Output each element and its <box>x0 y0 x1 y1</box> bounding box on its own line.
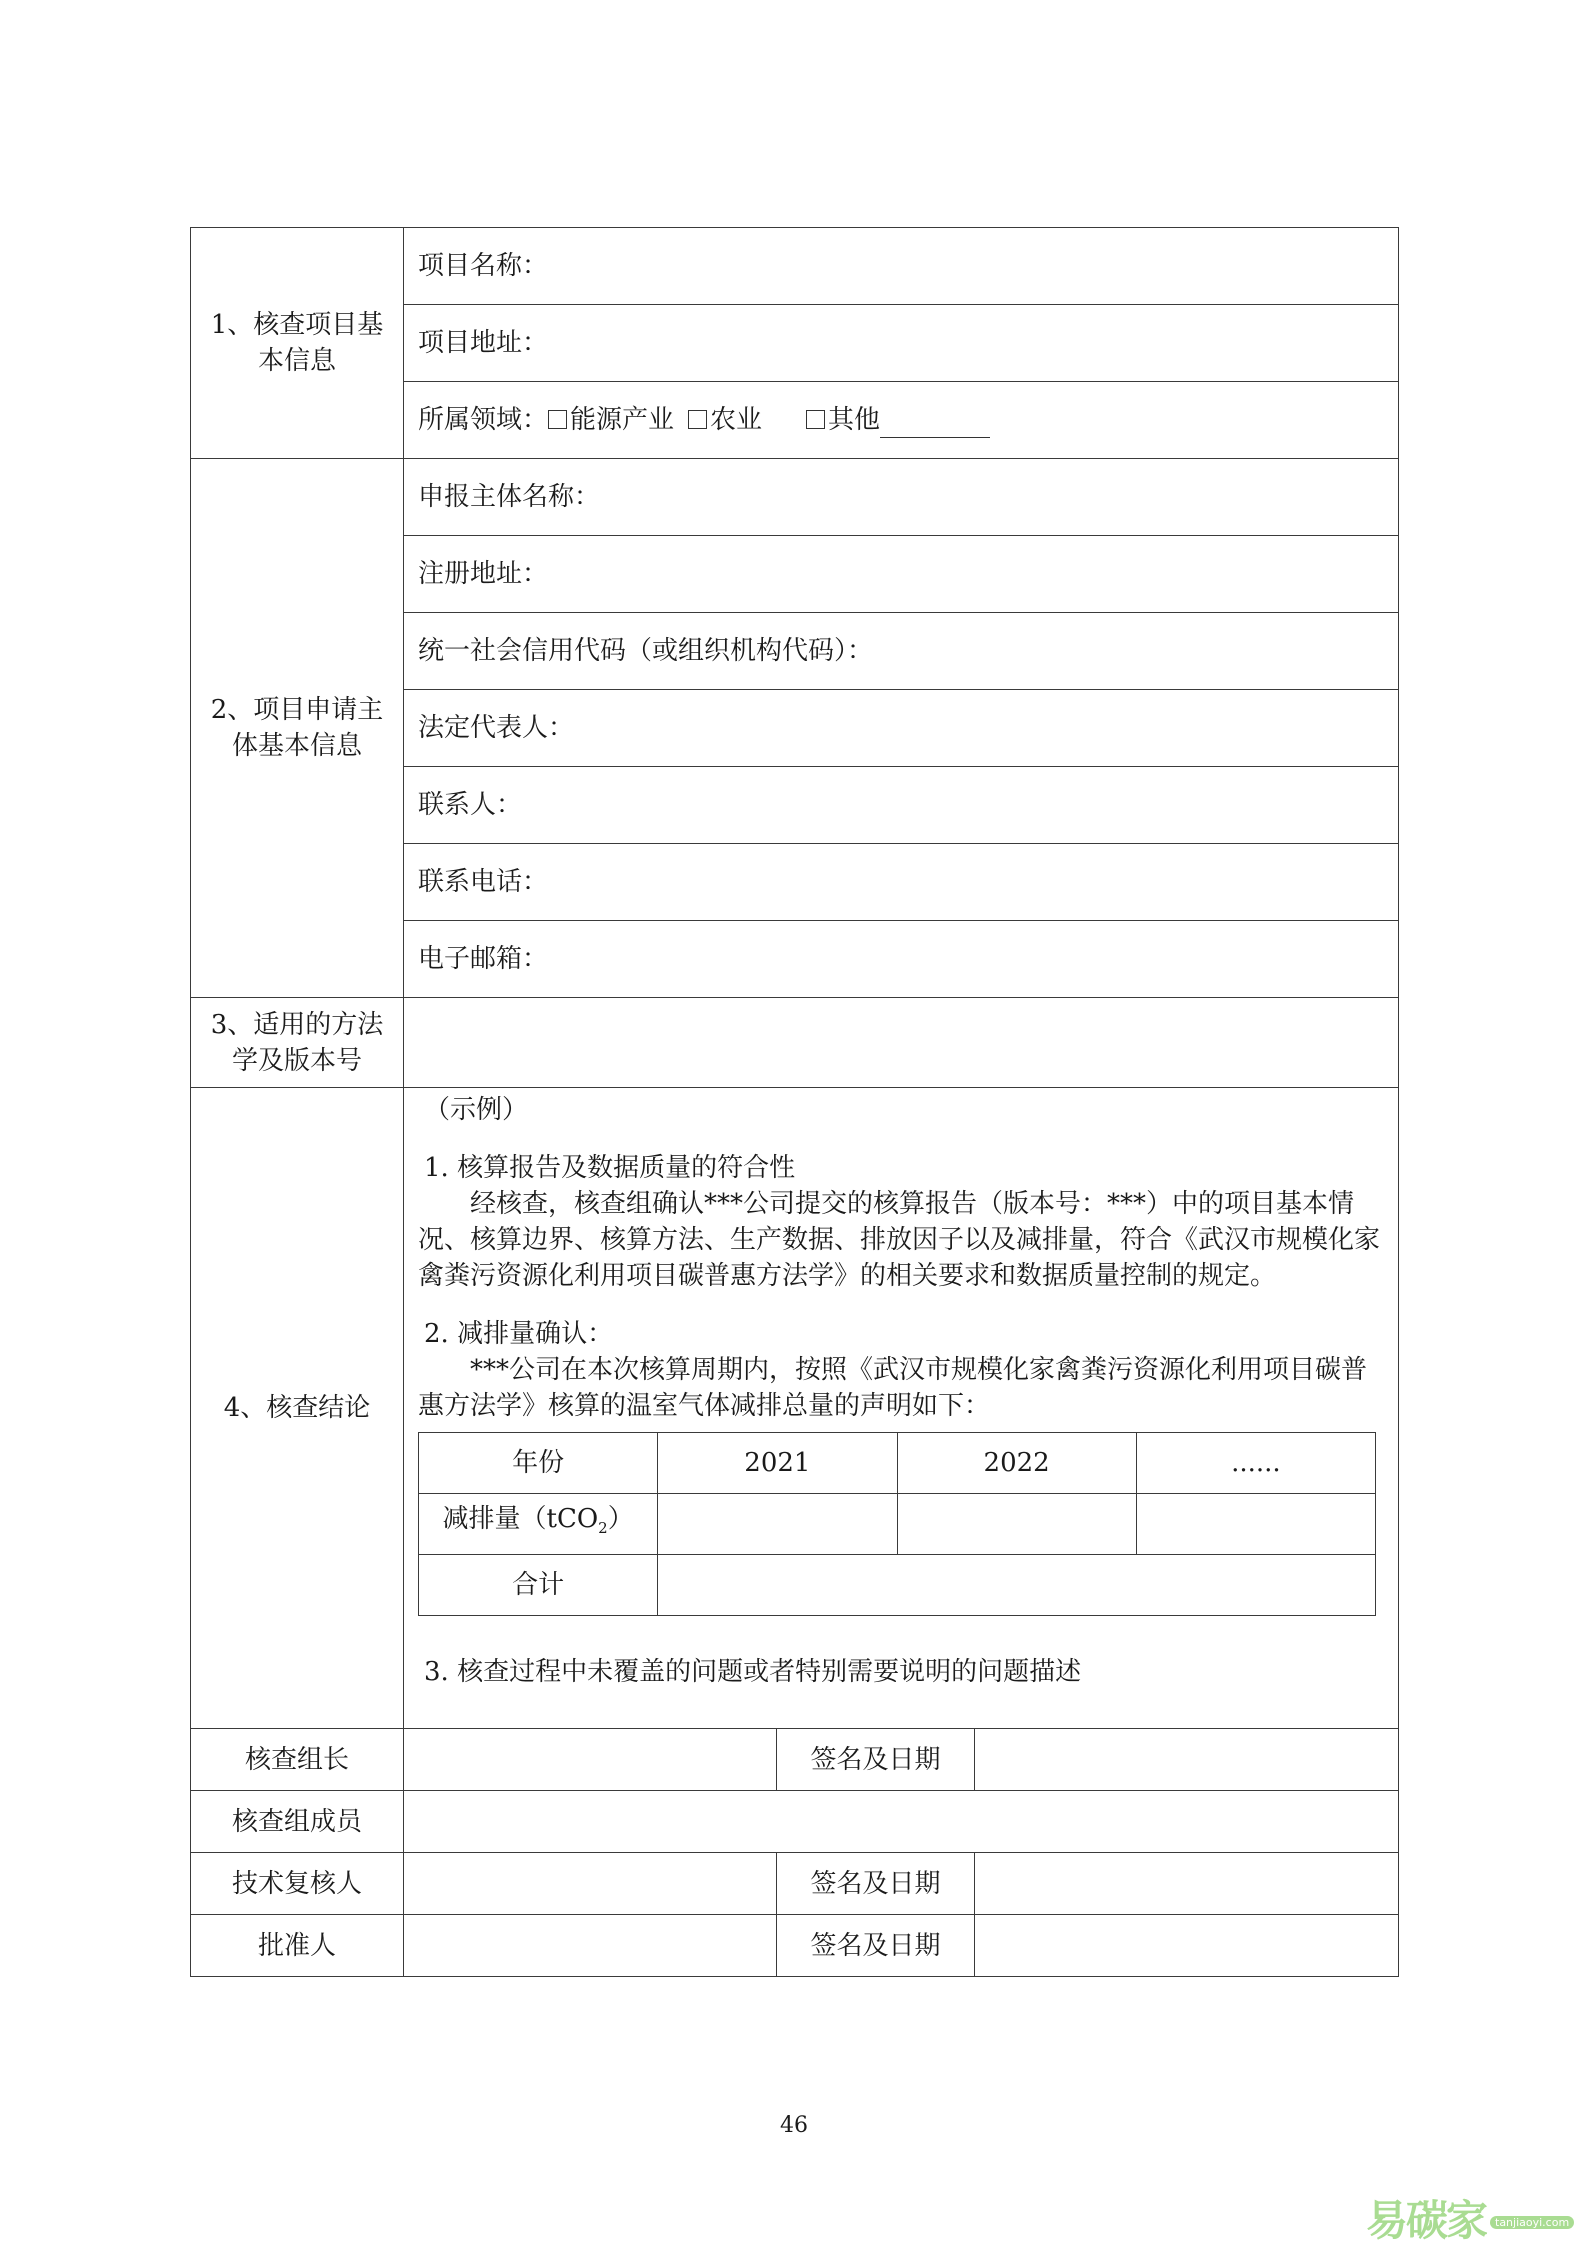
registered-address-field[interactable]: 注册地址： <box>404 536 1399 613</box>
contact-field[interactable]: 联系人： <box>404 767 1399 844</box>
example-tag: （示例） <box>424 1095 529 1125</box>
item-2-body: ***公司在本次核算周期内，按照《武汉市规模化家禽粪污资源化利用项目碳普惠方法学》核算的温室气体减排总量的声明如下： <box>418 1355 1368 1421</box>
item-1-body: 经核查，核查组确认***公司提交的核算报告（版本号：***）中的项目基本情况、核算边界、核算方法、生产数据、排放因子以及减排量，符合《武汉市规模化家禽粪污资源化利用项目碳普惠方法学》的相关要求和数据质量控制的规定。 <box>418 1189 1381 1291</box>
reduction-more-cell[interactable] <box>1136 1494 1375 1555</box>
item-2-title: 2. 减排量确认： <box>424 1319 614 1349</box>
project-name-field[interactable]: 项目名称： <box>404 228 1399 305</box>
year-header: 年份 <box>419 1433 658 1494</box>
legal-rep-field[interactable]: 法定代表人： <box>404 690 1399 767</box>
domain-label: 所属领域： <box>418 405 549 435</box>
approver-name-cell[interactable] <box>404 1915 777 1977</box>
reduction-header: 减排量（tCO$_2$） <box>419 1494 658 1555</box>
year-more: ...... <box>1136 1433 1375 1494</box>
year-2022: 2022 <box>897 1433 1136 1494</box>
methodology-field[interactable] <box>404 998 1399 1088</box>
leader-label: 核查组长 <box>191 1729 404 1791</box>
page-number: 46 <box>780 2113 808 2138</box>
agriculture-checkbox[interactable] <box>688 410 707 429</box>
section-1-label: 1、核查项目基本信息 <box>191 228 404 459</box>
other-checkbox[interactable] <box>806 410 825 429</box>
project-address-field[interactable]: 项目地址： <box>404 305 1399 382</box>
members-cell[interactable] <box>404 1791 1399 1853</box>
total-header: 合计 <box>419 1555 658 1616</box>
phone-field[interactable]: 联系电话： <box>404 844 1399 921</box>
reduction-2021-cell[interactable] <box>658 1494 897 1555</box>
other-option-label: 其他 <box>828 405 881 435</box>
verification-form-table <box>190 227 1399 1977</box>
leader-name-cell[interactable] <box>404 1729 777 1791</box>
applicant-name-field[interactable]: 申报主体名称： <box>404 459 1399 536</box>
energy-option-label: 能源产业 <box>570 405 675 435</box>
watermark-domain: tanjiaoyi.com <box>1490 2216 1574 2229</box>
domain-field <box>404 382 1399 459</box>
reviewer-label: 技术复核人 <box>191 1853 404 1915</box>
section-4-label: 4、核查结论 <box>191 1088 404 1729</box>
reduction-table <box>418 1432 1376 1616</box>
email-field[interactable]: 电子邮箱： <box>404 921 1399 998</box>
watermark-text: 易碳家 <box>1366 2196 1487 2245</box>
approver-sign-date-label: 签名及日期 <box>777 1915 975 1977</box>
year-2021: 2021 <box>658 1433 897 1494</box>
section-2-label: 2、项目申请主体基本信息 <box>191 459 404 998</box>
approver-label: 批准人 <box>191 1915 404 1977</box>
leader-sign-date-cell[interactable] <box>975 1729 1399 1791</box>
reviewer-name-cell[interactable] <box>404 1853 777 1915</box>
total-cell[interactable] <box>658 1555 1376 1616</box>
other-blank-line[interactable] <box>880 411 990 438</box>
reduction-2022-cell[interactable] <box>897 1494 1136 1555</box>
watermark-logo <box>1366 2188 1576 2245</box>
agriculture-option-label: 农业 <box>710 405 763 435</box>
energy-checkbox[interactable] <box>548 410 567 429</box>
approver-sign-date-cell[interactable] <box>975 1915 1399 1977</box>
members-label: 核查组成员 <box>191 1791 404 1853</box>
reviewer-sign-date-label: 签名及日期 <box>777 1853 975 1915</box>
section-3-label: 3、适用的方法学及版本号 <box>191 998 404 1088</box>
leader-sign-date-label: 签名及日期 <box>777 1729 975 1791</box>
credit-code-field[interactable]: 统一社会信用代码（或组织机构代码）： <box>404 613 1399 690</box>
item-3-title: 3. 核查过程中未覆盖的问题或者特别需要说明的问题描述 <box>424 1657 1082 1687</box>
item-1-title: 1. 核算报告及数据质量的符合性 <box>424 1153 796 1183</box>
reviewer-sign-date-cell[interactable] <box>975 1853 1399 1915</box>
conclusion-cell <box>404 1088 1399 1729</box>
